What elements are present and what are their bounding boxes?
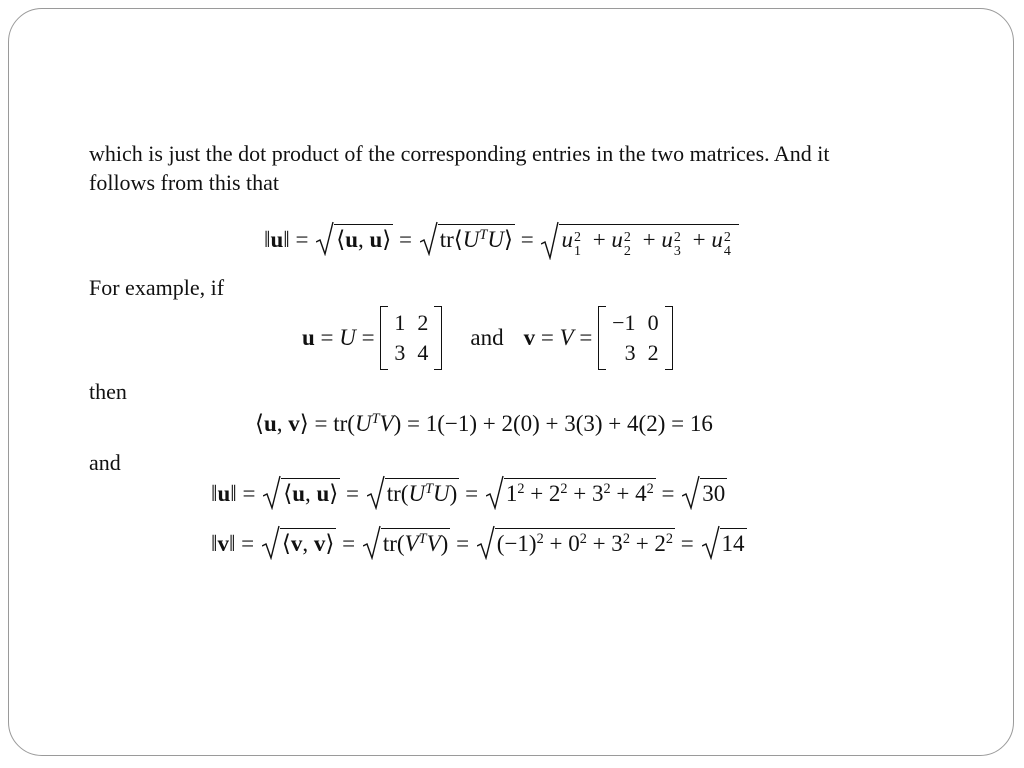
matrix-definition-equation: u = U = 1 2 3 4 and v = V = −1 0 3 2 [302,306,673,370]
matrix-U [380,306,442,370]
norm-u-equation: ‖u‖ = ⟨u, u⟩ = $tr(U^TU)$ = $1^2 + 2^2 + 3^2 + 4^2$ = 30 [211,478,727,509]
matrix-U-cell: 2 [417,310,429,335]
matrix-U-cell: 1 [394,310,406,335]
norm-u-result: 30 [700,478,727,509]
matrix-V-cell: 0 [647,310,659,335]
for-example-text: For example, if [89,275,225,300]
norm-v-equation: ‖v‖ = ⟨v, v⟩ = $tr(V^TV)$ = $(-1)^2 + 0^2 + 3^2 + 2^2$ = 14 [211,528,747,559]
matrix-V-cell: −1 [612,310,636,335]
matrix-U-cell: 3 [394,340,406,365]
inner-product-result: 16 [689,411,713,436]
then-text: then [89,379,127,404]
inner-product-equation: ⟨u, v⟩ = $tr(U^TV) = 1(-1) + 2(0) + 3(3) + 4(2) = 16$ [255,411,713,436]
matrix-V [598,306,672,370]
matrix-V-cell: 3 [624,340,636,365]
and-text: and [470,325,504,350]
norm-u-general-equation: ‖u‖ = ⟨u, u⟩ = $tr⟨U^TU⟩$ = u 2 1 + u 2 2 + u 2 3 + u 2 4 [264,224,739,255]
matrix-V-cell: 2 [647,340,659,365]
paragraph-line-2: follows from this that [89,170,280,195]
paragraph-line-1: which is just the dot product of the corresponding entries in the two matrices. And it [89,141,830,166]
and-label: and [89,450,121,475]
slide-frame [8,8,1014,756]
norm-v-result: 14 [720,528,747,559]
matrix-U-cell: 4 [417,340,429,365]
